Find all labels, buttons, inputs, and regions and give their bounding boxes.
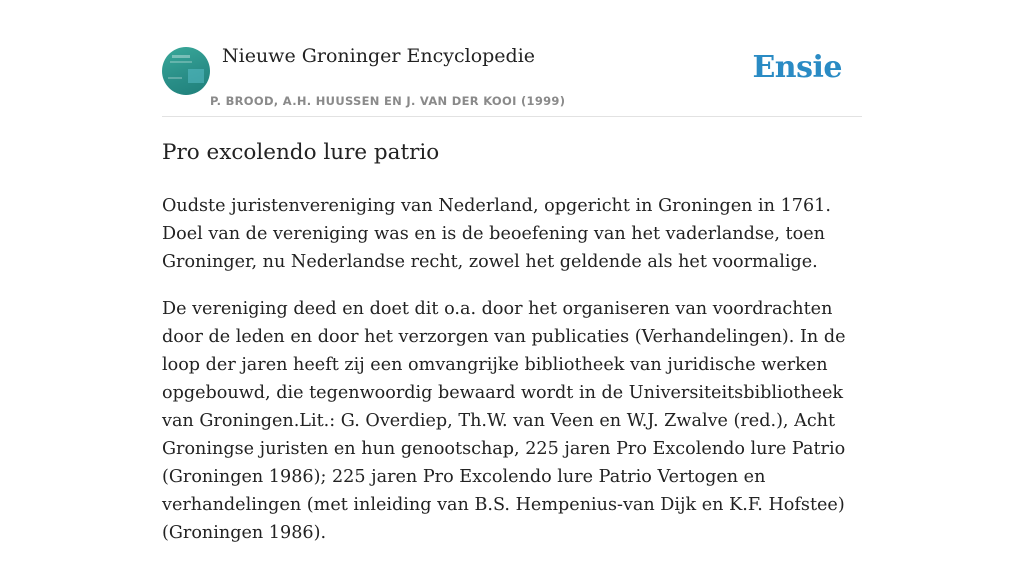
header xyxy=(162,0,862,117)
article-title: Pro excolendo lure patrio xyxy=(162,140,440,165)
ensie-logo-link[interactable]: Ensie xyxy=(752,50,842,85)
cover-detail xyxy=(172,55,190,58)
cover-detail xyxy=(188,69,204,83)
book-cover-thumbnail[interactable] xyxy=(162,47,210,95)
book-authors: P. BROOD, A.H. HUUSSEN EN J. VAN DER KOOI (1999) xyxy=(210,94,566,108)
cover-detail xyxy=(170,61,192,63)
article-paragraph: Oudste juristenvereniging van Nederland, opgericht in Groningen in 1761. Doel van de vereniging was en is de beoefening van het vaderlandse, toen Groninger, nu Nederlandse recht, zowel het geldende als het voormalige. xyxy=(162,196,831,272)
article-paragraph: De vereniging deed en doet dit o.a. door het organiseren van voordrachten door de leden en door het verzorgen van publicaties (Verhandelingen). In de loop der jaren heeft zij een omvangrijke bibliotheek van juridische werken opgebouwd, die tegenwoordig bewaard wordt in de Universiteitsbibliotheek van Groningen.Lit.: G. Overdiep, Th.W. van Veen en W.J. Zwalve (red.), Acht Groningse juristen en hun genootschap, 225 jaren Pro Excolendo lure Patrio (Groningen 1986); 225 jaren Pro Excolendo lure Patrio Vertogen en verhandelingen (met inleiding van B.S. Hempenius-van Dijk en K.F. Hofstee) (Groningen 1986). xyxy=(162,299,846,543)
book-title-link[interactable]: Nieuwe Groninger Encyclopedie xyxy=(222,45,536,67)
article-body xyxy=(162,192,867,566)
cover-detail xyxy=(168,77,182,79)
